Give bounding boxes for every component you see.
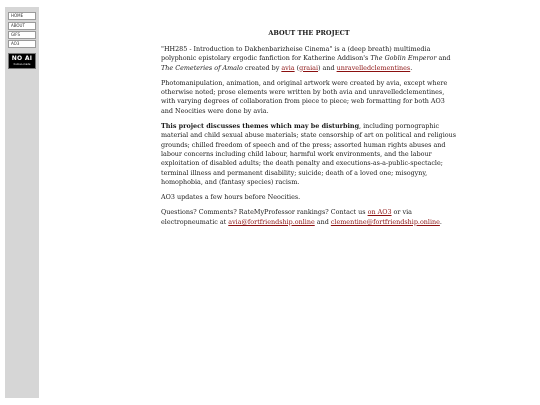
contact-text-2: or via electropneumatic at [161,208,412,226]
nav-about-button[interactable]: ABOUT [8,22,36,30]
credits-paragraph: Photomanipulation, animation, and original artwork were created by avia, except where otherwise noted; prose elements were written by both avia and unravelledclementines, with varying degrees of collaboration from piece to piece; web formatting for both AO3 and Neocities were done by avia. [161,78,448,115]
ao3-contact-link[interactable]: on AO3 [367,208,392,217]
intro-text-1: "HH285 - Introduction to Dakhenbarizheise Cinema" is a (deep breath) multimedia polyphonic epistolary ergodic fanfiction for Katherine Addison's [161,45,431,63]
intro-text-3: created by [242,63,282,72]
intro-text-6: . [410,63,413,72]
page-title: ABOUT THE PROJECT [268,29,350,37]
contact-text-4: . [439,217,442,226]
contact-paragraph [161,208,457,227]
graiai-link[interactable]: graiai [299,63,319,72]
avia-email-link[interactable]: avia@fortfriendship.online [228,217,315,226]
sidebar [5,7,39,398]
badge-subtitle: human-made [13,63,31,66]
contact-text-1: Questions? Comments? RateMyProfessor rankings? Contact us [161,208,368,217]
badge-title: NO AI [11,55,33,62]
unravelledclementines-link[interactable]: unravelledclementines [336,63,411,72]
intro-text-4: ( [294,63,300,72]
no-ai-badge [8,53,36,69]
clementine-email-link[interactable]: clementine@fortfriendship.online [330,217,440,226]
intro-text-5: ) and [318,63,337,72]
intro-text-2: and [436,54,451,63]
goblin-emperor-title: The Goblin Emperor [370,54,437,63]
content-warning-heading: This project discusses themes which may be disturbing [161,122,360,131]
avia-link[interactable]: avia [281,63,295,72]
main-content [161,29,457,233]
nav-ao3-button[interactable]: AO3 [8,40,36,48]
update-note-paragraph: AO3 updates a few hours before Neocities. [161,193,301,202]
cemeteries-title: The Cemeteries of Amalo [161,63,243,72]
contact-text-3: and [314,217,331,226]
nav-gifs-button[interactable]: GIFS [8,31,36,39]
content-warning-text: , including pornographic material and child sexual abuse materials; state censorship of art on political and religious grounds; chilled freedom of speech and of the press; assorted human rights abuses and labour concerns including child labour, harmful work environments, and the labour exploitation of disabled adults; the death penalty and executions-as-a-public-spectacle; terminal illness and permanent disability; suicide; death of a loved one; misogyny, homophobia, and (fantasy species) racism. [161,122,456,186]
content-warning-paragraph [161,122,457,187]
intro-paragraph [161,45,457,73]
nav-home-button[interactable]: HOME [8,12,36,20]
